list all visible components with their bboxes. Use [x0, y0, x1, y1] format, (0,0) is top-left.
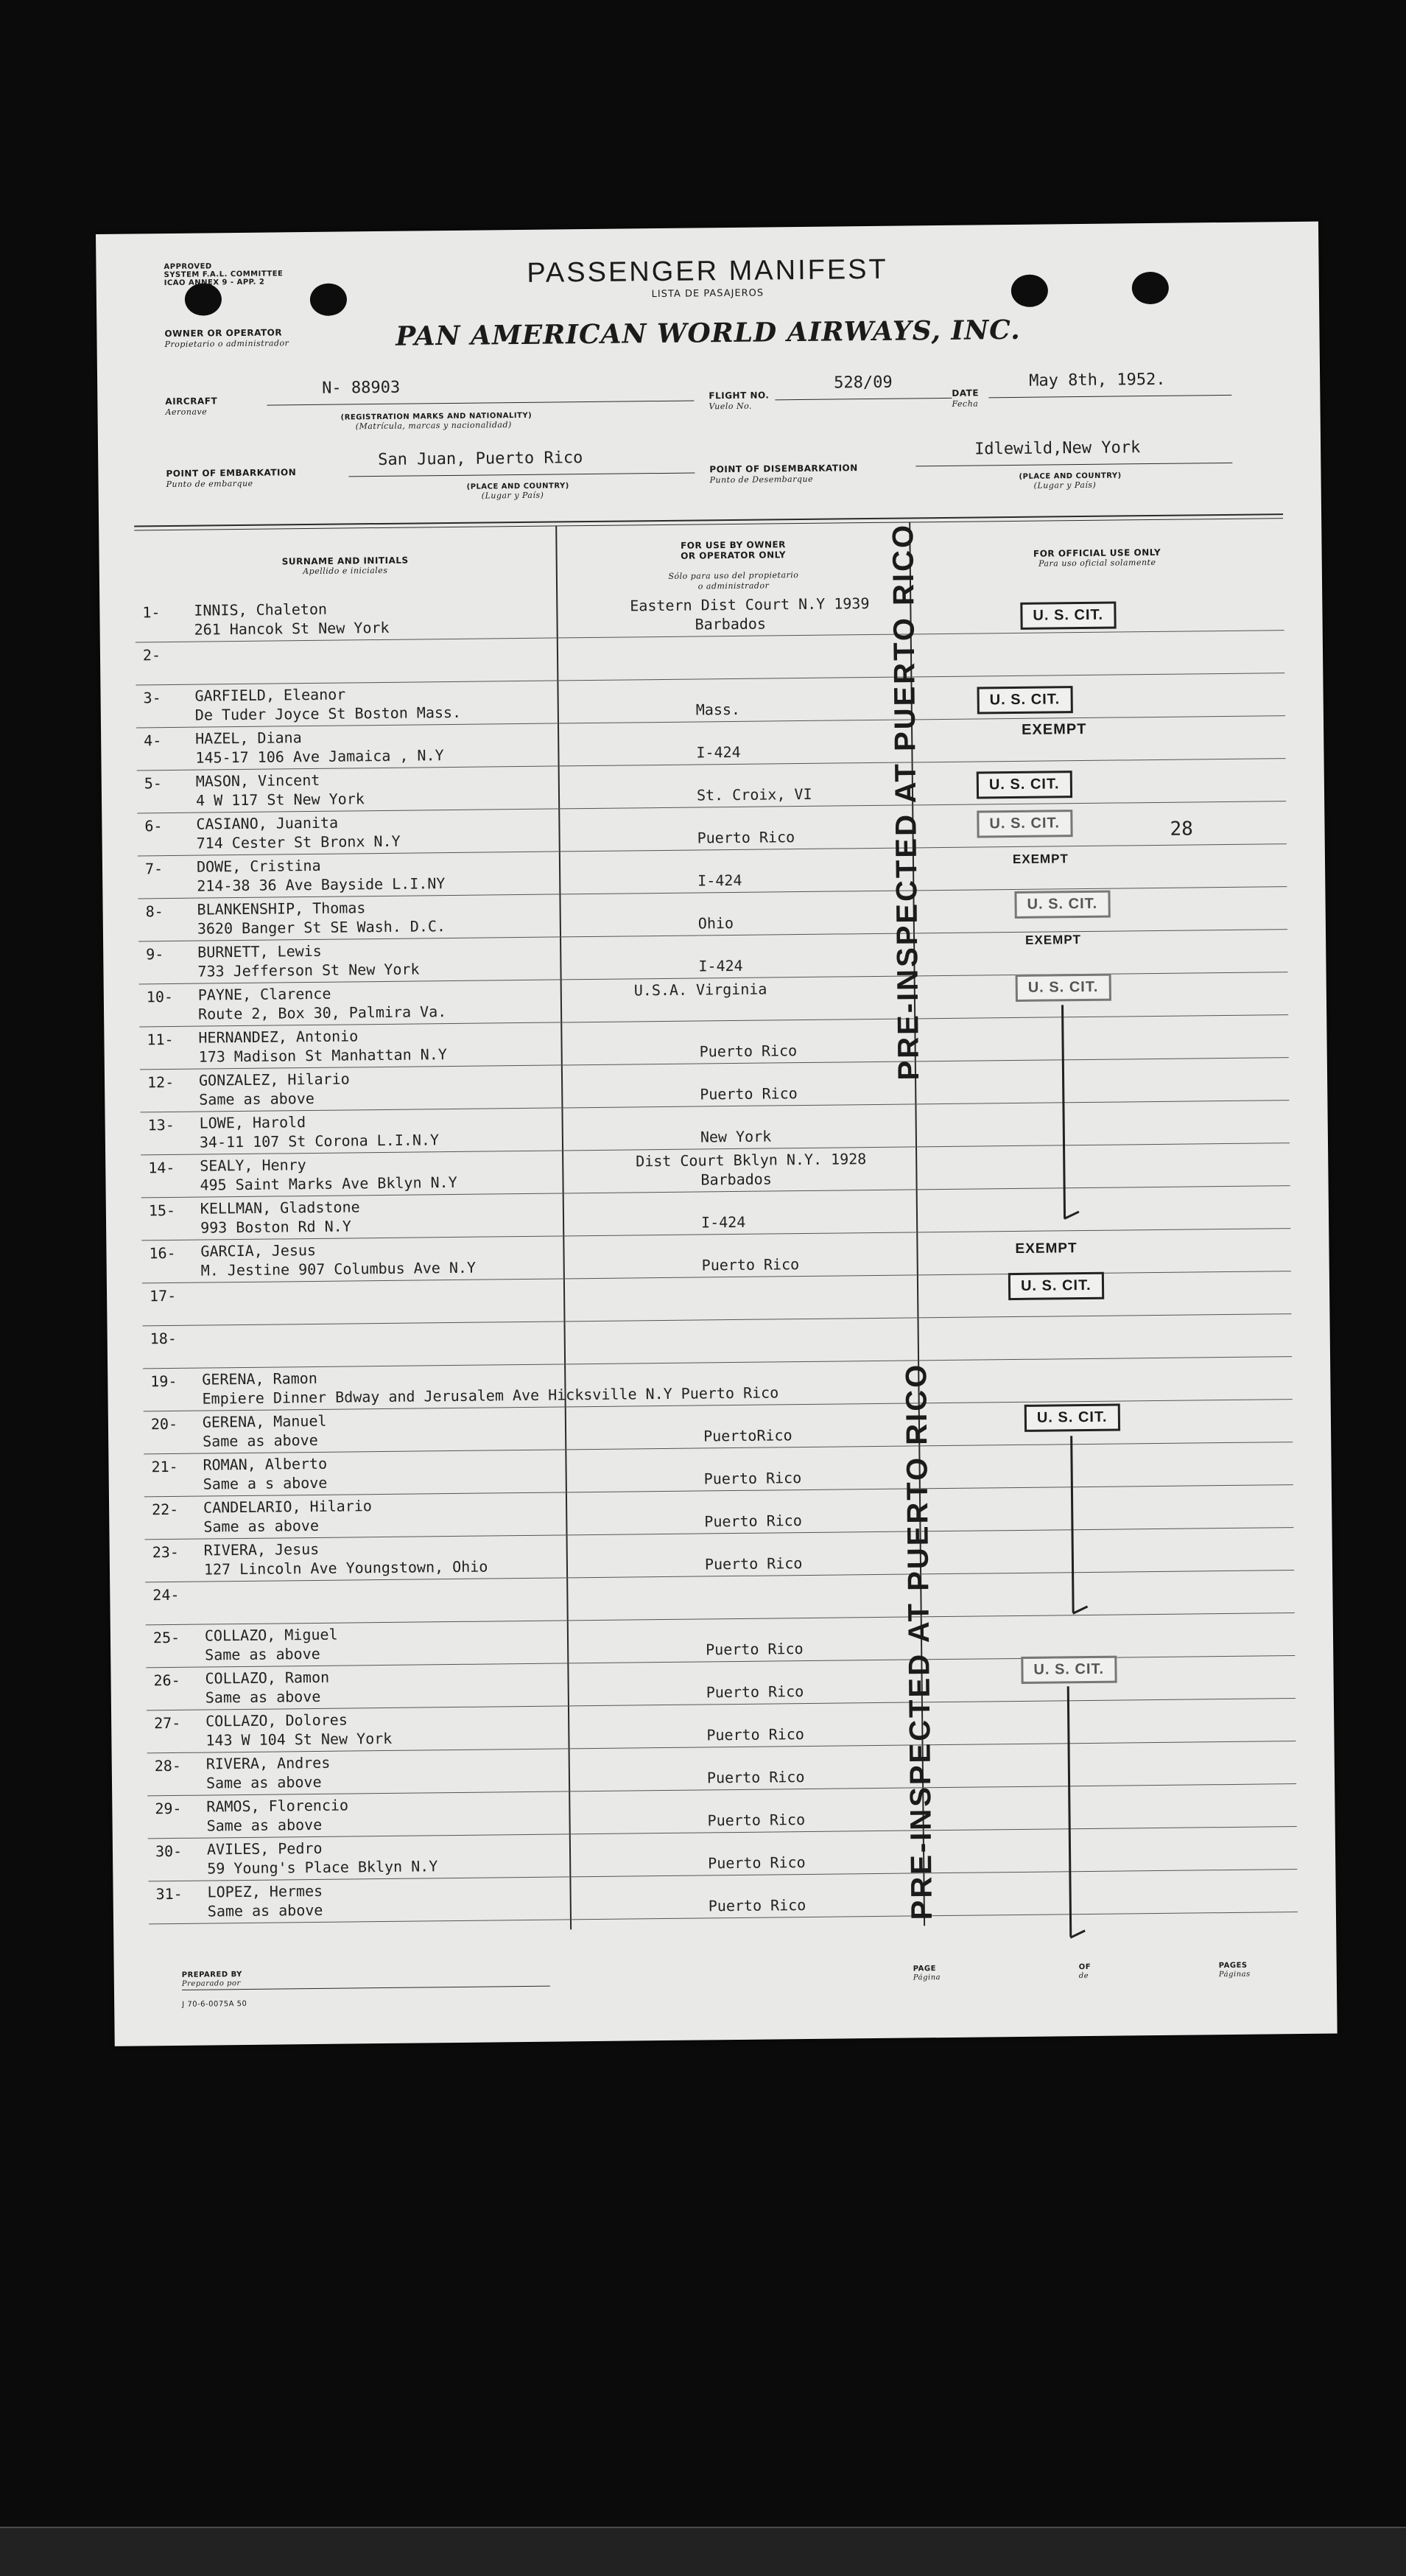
passenger-name: DOWE, Cristina [196, 856, 321, 876]
registration-caption: (REGISTRATION MARKS AND NATIONALITY) [340, 411, 532, 422]
exempt-stamp: EXEMPT [1021, 720, 1087, 738]
owner-info-line2: Puerto Rico [700, 1084, 798, 1103]
page-label: PAGE [913, 1965, 936, 1973]
row-number: 26- [153, 1671, 180, 1690]
passenger-name: PAYNE, Clarence [197, 984, 331, 1004]
passenger-address: 127 Lincoln Ave Youngstown, Ohio [203, 1557, 488, 1579]
passenger-name: MASON, Vincent [195, 771, 320, 790]
passenger-name: ROMAN, Alberto [203, 1454, 328, 1474]
us-cit-stamp: U. S. CIT. [1020, 602, 1116, 630]
row-number: 29- [155, 1799, 182, 1818]
row-number: 3- [143, 689, 161, 707]
row-number: 2- [142, 646, 161, 664]
owner-info-line2: Puerto Rico [707, 1811, 806, 1830]
page-label-es: Página [913, 1973, 941, 1982]
passenger-address: 3620 Banger St SE Wash. D.C. [197, 917, 446, 938]
row-number: 11- [147, 1030, 174, 1049]
owner-info-line2: Puerto Rico [704, 1554, 803, 1573]
row-number: 31- [155, 1884, 183, 1903]
exempt-stamp: EXEMPT [1012, 852, 1069, 867]
passenger-name: HAZEL, Diana [195, 729, 302, 748]
disembark-place-caption-es: (Lugar y País) [1033, 480, 1097, 491]
owner-info-line2: St. Croix, VI [696, 785, 812, 804]
passenger-name: HERNANDEZ, Antonio [198, 1027, 359, 1047]
passenger-address: Route 2, Box 30, Palmira Va. [197, 1003, 447, 1023]
owner-info-line2: Puerto Rico [697, 828, 795, 847]
passenger-address: 4 W 117 St New York [195, 790, 365, 810]
aircraft-underline [267, 401, 694, 406]
prepared-by-label-es: Preparado por [181, 1979, 241, 1988]
row-number: 15- [148, 1201, 176, 1220]
passenger-address: 733 Jefferson St New York [197, 960, 420, 980]
aircraft-label: AIRCRAFT [165, 396, 218, 407]
aircraft-value: N- 88903 [322, 378, 401, 398]
row-number: 8- [145, 902, 164, 921]
us-cit-stamp: U. S. CIT. [977, 686, 1073, 714]
passenger-name: GONZALEZ, Hilario [198, 1070, 350, 1089]
us-cit-stamp: U. S. CIT. [1008, 1272, 1104, 1300]
of-label: OF [1078, 1962, 1092, 1972]
row-rule [143, 1356, 1292, 1369]
manifest-sheet [96, 222, 1338, 2046]
prepared-by-label: PREPARED BY [181, 1970, 242, 1979]
pages-label: PAGES [1218, 1961, 1248, 1970]
row-number: 7- [144, 860, 164, 878]
disembarkation-value: Idlewild,New York [974, 438, 1141, 459]
col2-header-en: FOR USE BY OWNER OR OPERATOR ONLY [680, 539, 787, 561]
row-number: 13- [147, 1115, 175, 1134]
passenger-name: GARCIA, Jesus [200, 1240, 317, 1260]
flight-underline [775, 398, 952, 401]
row-number: 4- [144, 731, 162, 750]
owner-info-line2: I-424 [697, 871, 742, 890]
owner-info-line2: Puerto Rico [706, 1768, 805, 1787]
us-cit-stamp: U. S. CIT. [1016, 974, 1111, 1002]
owner-info-line1: Eastern Dist Court N.Y 1939 [630, 594, 870, 615]
approval-note: APPROVED SYSTEM F.A.L. COMMITTEE ICAO ANNEX 9 - APP. 2 [164, 262, 284, 288]
passenger-address: Same as above [205, 1644, 320, 1664]
row-number: 1- [142, 603, 161, 622]
owner-info-line2: I-424 [696, 743, 741, 762]
disembark-place-caption: (PLACE AND COUNTRY) [1019, 471, 1122, 481]
passenger-name: LOWE, Harold [199, 1113, 306, 1132]
row-number: 9- [146, 945, 164, 964]
passenger-address: Same as above [207, 1901, 323, 1920]
passenger-address: 993 Boston Rd N.Y [200, 1217, 351, 1237]
owner-info-line2: Barbados [700, 1170, 772, 1189]
passenger-name: COLLAZO, Ramon [205, 1668, 330, 1688]
row-number: 17- [149, 1286, 177, 1305]
row-number: 12- [147, 1073, 175, 1092]
owner-info-line1: U.S.A. Virginia [633, 980, 767, 1000]
row-rule [146, 1612, 1295, 1625]
col3-header-es: Para uso oficial solamente [1038, 557, 1156, 569]
passenger-name: INNIS, Chaleton [194, 600, 328, 620]
owner-info-line2: Puerto Rico [708, 1896, 806, 1915]
row-number: 23- [152, 1543, 179, 1562]
col3-header-en: FOR OFFICIAL USE ONLY [1033, 547, 1161, 559]
page-title: PASSENGER MANIFEST [527, 253, 888, 289]
embarkation-label-es: Punto de embarque [166, 478, 253, 490]
us-cit-stamp: U. S. CIT. [977, 771, 1072, 799]
flight-label: FLIGHT NO. [709, 390, 770, 401]
exempt-stamp: EXEMPT [1025, 933, 1082, 947]
disembarkation-label: POINT OF DISEMBARKATION [709, 463, 858, 475]
row-number: 5- [144, 774, 163, 793]
passenger-address: Same as above [205, 1687, 321, 1707]
pre-inspected-stamp: PRE-INSPECTED AT PUERTO RICO [900, 1362, 939, 1920]
bracket-line [1067, 1686, 1072, 1937]
embark-place-caption-es: (Lugar y País) [481, 490, 544, 501]
us-cit-stamp: U. S. CIT. [977, 810, 1072, 838]
embarkation-value: San Juan, Puerto Rico [378, 449, 583, 470]
passenger-address: 145-17 106 Ave Jamaica , N.Y [195, 746, 444, 767]
passenger-address: 143 W 104 St New York [205, 1729, 393, 1749]
passenger-address: 495 Saint Marks Ave Bklyn N.Y [200, 1173, 457, 1194]
pages-label-es: Páginas [1218, 1970, 1251, 1979]
bracket-arrow [1072, 1605, 1088, 1614]
row-number: 24- [152, 1585, 180, 1604]
owner-info-line2: Puerto Rico [701, 1255, 800, 1274]
embark-place-caption: (PLACE AND COUNTRY) [466, 482, 569, 491]
passenger-name: GERENA, Ramon [202, 1369, 317, 1389]
passenger-name: BURNETT, Lewis [197, 941, 322, 961]
of-label-es: de [1078, 1972, 1089, 1981]
disembarkation-label-es: Punto de Desembarque [709, 474, 814, 485]
passenger-address: Empiere Dinner Bdway and Jerusalem Ave Hicksville N.Y Puerto Rico [202, 1383, 779, 1408]
owner-info-line2: Puerto Rico [708, 1853, 806, 1873]
passenger-name: GERENA, Manuel [202, 1411, 327, 1431]
row-number: 14- [148, 1158, 175, 1177]
owner-info-line1: Dist Court Bklyn N.Y. 1928 [636, 1150, 867, 1171]
margin-note: 28 [1170, 818, 1194, 840]
row-number: 30- [155, 1842, 183, 1861]
passenger-name: RIVERA, Jesus [203, 1540, 320, 1559]
passenger-name: RIVERA, Andres [205, 1753, 331, 1773]
bracket-line [1061, 1005, 1066, 1218]
passenger-address: Same as above [206, 1815, 323, 1835]
owner-info-line2: New York [700, 1127, 772, 1146]
passenger-name: BLANKENSHIP, Thomas [197, 899, 366, 919]
passenger-address: 214-38 36 Ave Bayside L.I.NY [197, 874, 446, 895]
aircraft-label-es: Aeronave [165, 407, 208, 418]
passenger-name: LOPEZ, Hermes [207, 1881, 323, 1901]
row-number: 25- [152, 1628, 180, 1647]
owner-info-line2: Puerto Rico [703, 1469, 802, 1488]
form-code: J 70-6-0075A 50 [182, 1999, 247, 2009]
owner-info-line2: Puerto Rico [706, 1725, 804, 1744]
owner-info-line2: Puerto Rico [704, 1512, 802, 1531]
col2-header-es: Sólo para uso del propietario o administrador [668, 570, 799, 592]
passenger-name: CANDELARIO, Hilario [203, 1497, 373, 1517]
owner-label-es: Propietario o administrador [164, 338, 289, 350]
owner-label: OWNER OR OPERATOR [164, 327, 283, 340]
owner-info-line2: I-424 [700, 1212, 746, 1232]
passenger-address: 261 Hancok St New York [194, 618, 390, 639]
passenger-name: KELLMAN, Gladstone [200, 1198, 360, 1218]
row-number: 16- [149, 1243, 176, 1263]
row-number: 22- [152, 1500, 179, 1519]
column-divider [555, 525, 572, 1929]
us-cit-stamp: U. S. CIT. [1024, 1404, 1120, 1432]
row-rule [143, 1313, 1292, 1326]
date-label: DATE [952, 387, 980, 399]
row-number: 10- [146, 987, 174, 1006]
col1-header [135, 553, 556, 578]
owner-info-line2: I-424 [698, 956, 743, 975]
page-subtitle: LISTA DE PASAJEROS [651, 287, 764, 301]
film-strip [0, 2527, 1406, 2576]
bracket-line [1070, 1436, 1075, 1612]
embarkation-underline [348, 472, 695, 477]
flight-label-es: Vuelo No. [709, 401, 753, 412]
passenger-name: COLLAZO, Miguel [204, 1625, 338, 1645]
owner-info-line2: Puerto Rico [706, 1682, 804, 1702]
flight-value: 528/09 [834, 373, 893, 393]
passenger-address: 59 Young's Place Bklyn N.Y [207, 1857, 438, 1878]
passenger-name: SEALY, Henry [200, 1156, 306, 1175]
date-underline [988, 395, 1231, 398]
us-cit-stamp: U. S. CIT. [1021, 1656, 1117, 1684]
registration-caption-es: (Matrícula, marcas y nacionalidad) [355, 420, 512, 432]
row-number: 27- [154, 1713, 181, 1733]
passenger-name: COLLAZO, Dolores [205, 1710, 348, 1730]
passenger-address: Same a s above [203, 1473, 328, 1493]
passenger-name: GARFIELD, Eleanor [194, 685, 346, 705]
row-number: 19- [150, 1372, 177, 1391]
passenger-name: CASIANO, Juanita [196, 813, 339, 833]
owner-info-line2: Puerto Rico [706, 1640, 804, 1659]
embarkation-label: POINT OF EMBARKATION [166, 467, 297, 480]
passenger-address: 34-11 107 St Corona L.I.N.Y [199, 1131, 440, 1151]
disembarkation-underline [915, 463, 1232, 467]
passenger-name: RAMOS, Florencio [206, 1796, 349, 1816]
bracket-arrow [1064, 1211, 1079, 1220]
row-number: 6- [144, 817, 163, 835]
passenger-address: Same as above [199, 1089, 314, 1109]
row-rule [136, 673, 1284, 685]
passenger-address: 173 Madison St Manhattan N.Y [198, 1045, 447, 1066]
owner-info-line2: Puerto Rico [699, 1042, 798, 1061]
passenger-address: Same as above [203, 1431, 318, 1450]
col3-header [911, 546, 1284, 570]
row-number: 20- [150, 1414, 178, 1433]
row-number: 21- [151, 1457, 178, 1476]
company-name: PAN AMERICAN WORLD AIRWAYS, INC. [395, 314, 1021, 352]
row-number: 18- [150, 1329, 177, 1348]
passenger-address: 714 Cester St Bronx N.Y [196, 832, 401, 852]
col1-header-en: SURNAME AND INITIALS [281, 555, 409, 567]
passenger-address: M. Jestine 907 Columbus Ave N.Y [200, 1258, 477, 1280]
date-label-es: Fecha [952, 399, 979, 409]
bracket-arrow [1070, 1930, 1086, 1939]
owner-info-line2: Ohio [697, 913, 734, 933]
pre-inspected-stamp: PRE-INSPECTED AT PUERTO RICO [887, 522, 926, 1081]
owner-info-line2: Mass. [695, 700, 741, 719]
passenger-address: Same as above [205, 1772, 322, 1792]
col1-header-es: Apellido e iniciales [303, 565, 388, 577]
passenger-name: AVILES, Pedro [206, 1839, 323, 1859]
row-number: 28- [154, 1756, 182, 1775]
us-cit-stamp: U. S. CIT. [1014, 891, 1110, 919]
passenger-address: De Tuder Joyce St Boston Mass. [194, 703, 462, 724]
date-value: May 8th, 1952. [1029, 370, 1166, 390]
owner-info-line2: Barbados [695, 614, 767, 634]
col2-header [557, 527, 910, 603]
owner-info-line2: PuertoRico [703, 1426, 792, 1445]
exempt-stamp: EXEMPT [1015, 1240, 1078, 1257]
passenger-address: Same as above [203, 1516, 320, 1536]
